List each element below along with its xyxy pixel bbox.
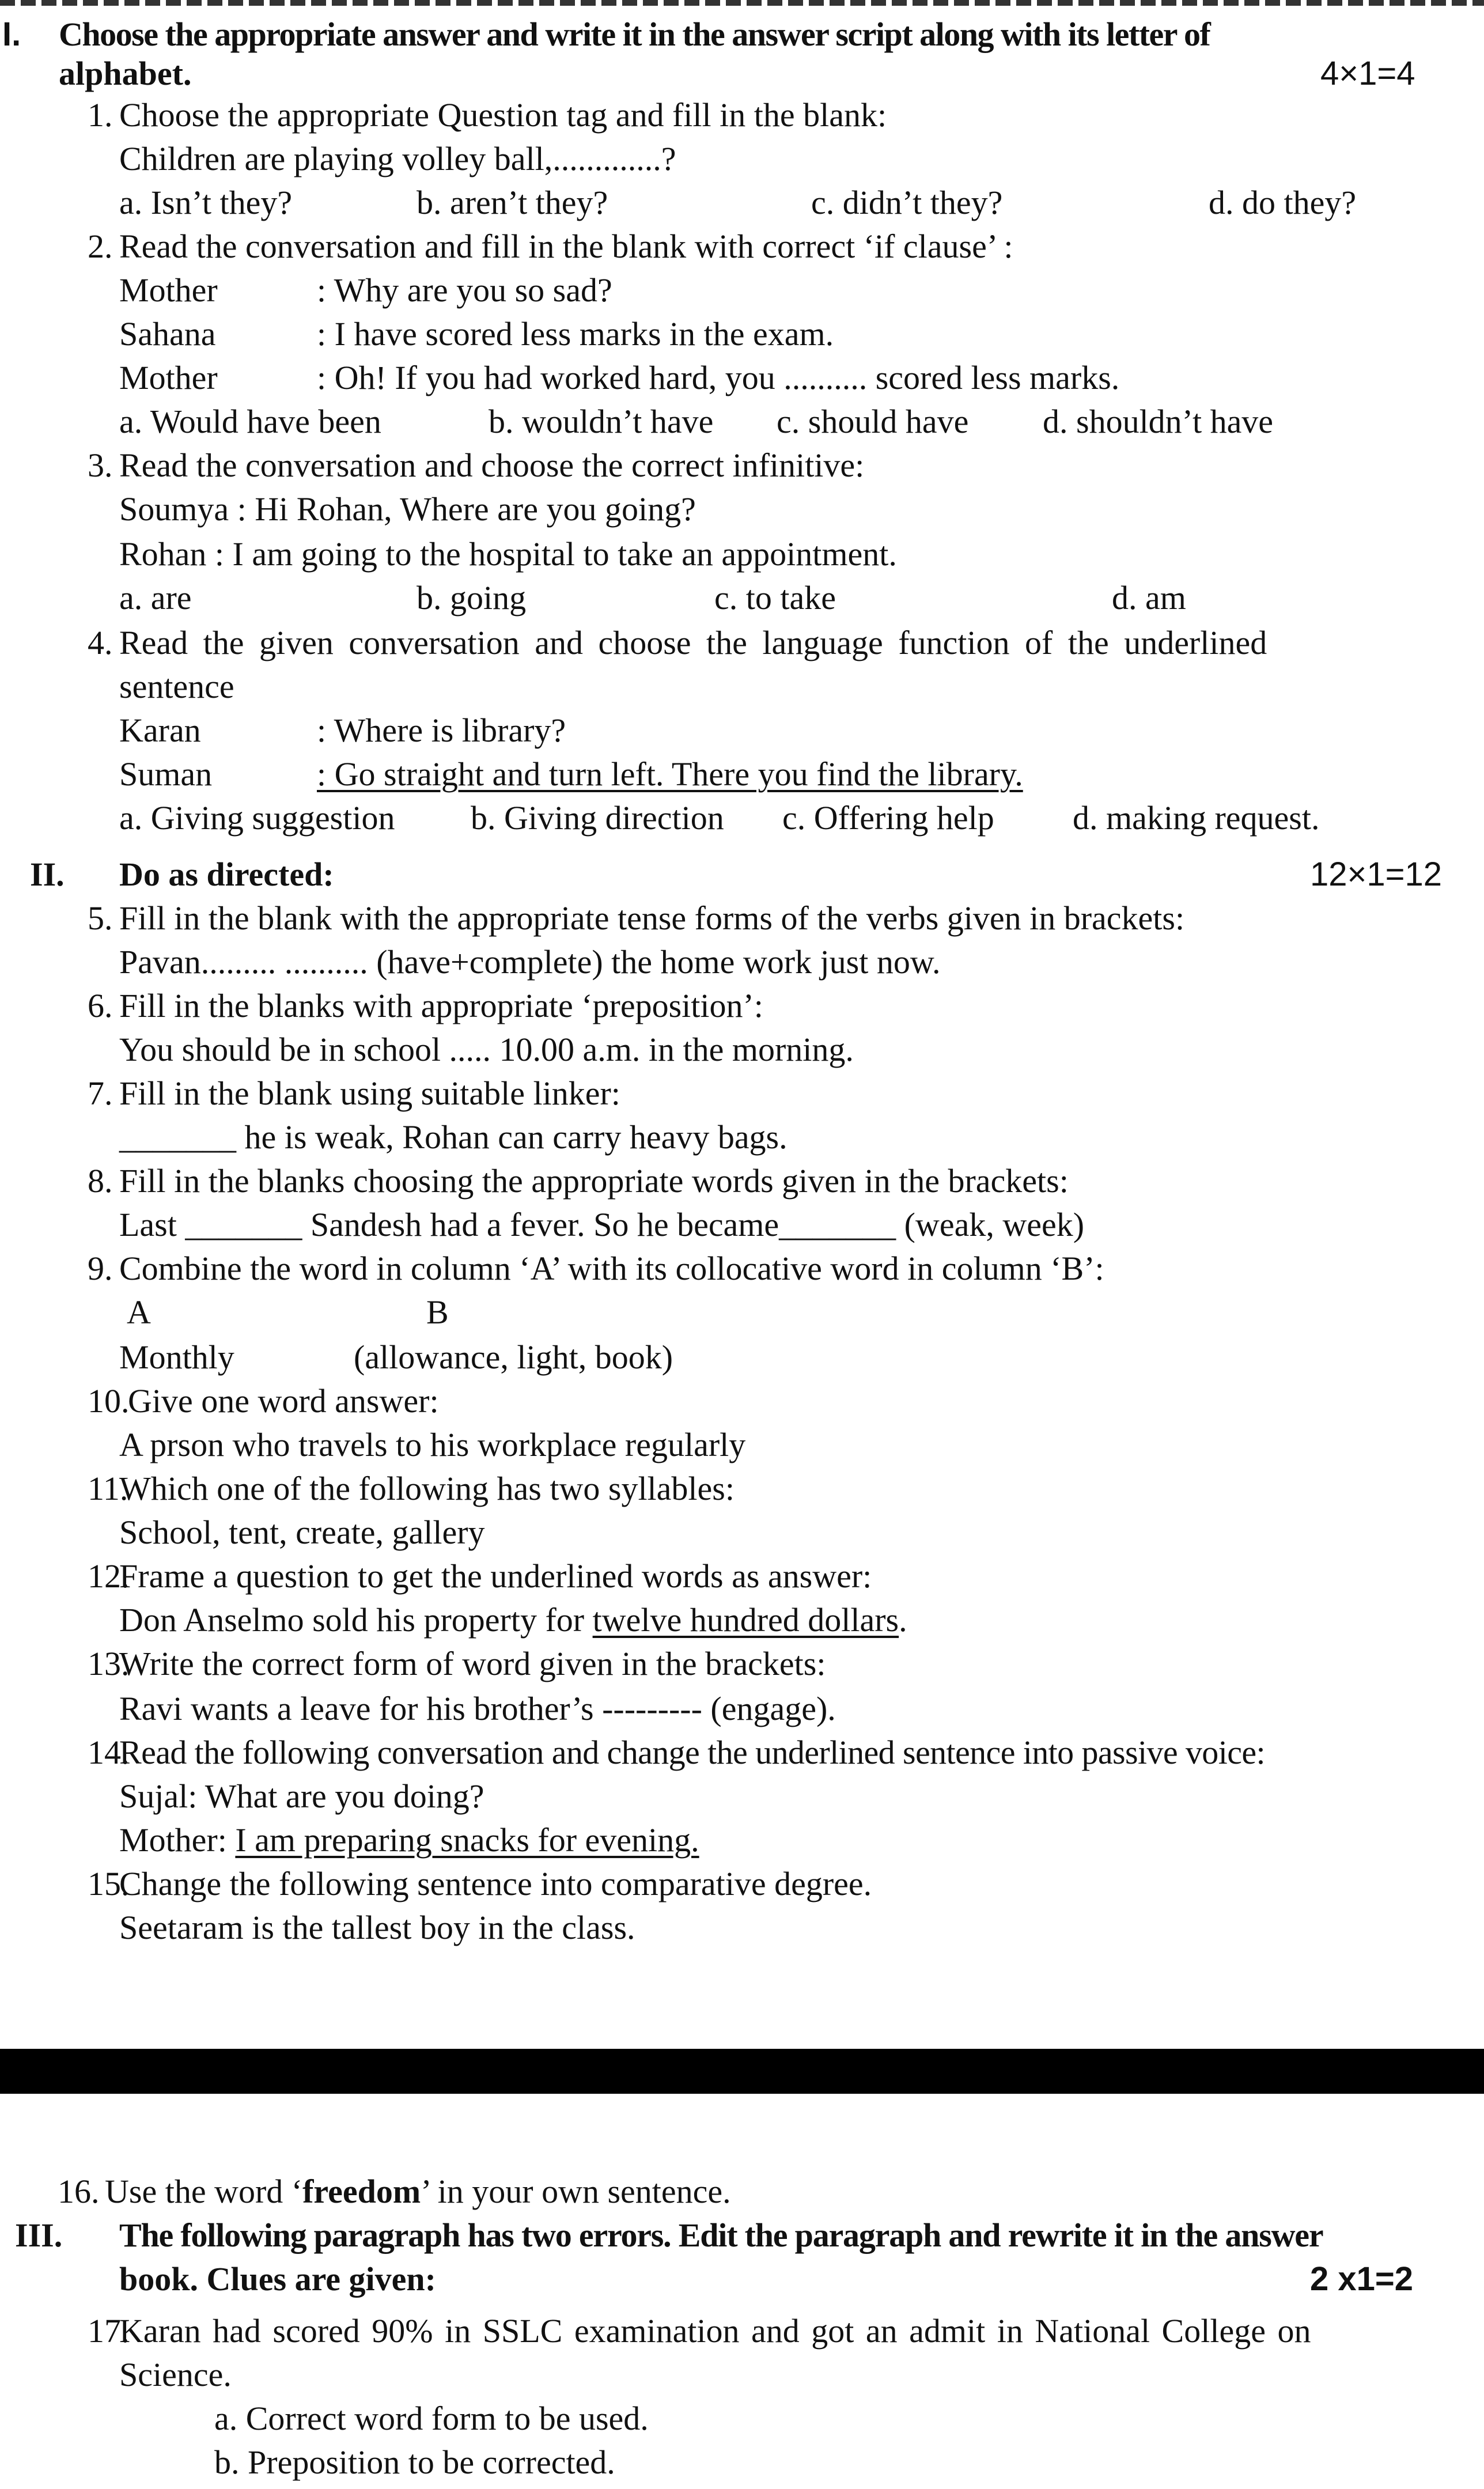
q2-option-d: d. shouldn’t have bbox=[1043, 403, 1274, 440]
q12-underlined-words: twelve hundred dollars bbox=[592, 1601, 899, 1639]
q14-line-1: Sujal: What are you doing? bbox=[119, 1777, 484, 1815]
q4-instruction-cont: sentence bbox=[119, 668, 234, 705]
q4-option-b: b. Giving direction bbox=[471, 799, 724, 837]
q1-number: 1. bbox=[88, 96, 113, 134]
page-break-bar bbox=[0, 2049, 1484, 2094]
q3-instruction: Read the conversation and choose the correct infinitive: bbox=[119, 447, 865, 484]
q17-clue-a: a. Correct word form to be used. bbox=[214, 2400, 649, 2437]
q17-paragraph: Karan had scored 90% in SSLC examination and got an admit in National College on bbox=[119, 2312, 1311, 2350]
q4-instruction: Read the given conversation and choose the language function of the underlined bbox=[119, 624, 1267, 661]
section-3-marks: 2 x1=2 bbox=[1310, 2260, 1414, 2298]
q2-speaker: Sahana bbox=[119, 315, 216, 353]
q2-line: : I have scored less marks in the exam. bbox=[317, 315, 834, 353]
q11-sentence: School, tent, create, gallery bbox=[119, 1514, 485, 1551]
q13-instruction: Write the correct form of word given in the brackets: bbox=[119, 1645, 826, 1682]
q16-text-start: Use the word ‘ bbox=[105, 2173, 303, 2210]
q2-speaker: Mother bbox=[119, 359, 218, 396]
q13-number: 13. bbox=[88, 1645, 130, 1682]
q3-option-c: c. to take bbox=[714, 579, 836, 616]
q9-column-b-header: B bbox=[426, 1293, 449, 1331]
q5-sentence: Pavan......... .......... (have+complete) the home work just now. bbox=[119, 943, 941, 981]
q4-line: : Where is library? bbox=[317, 712, 566, 749]
q10-sentence: A prson who travels to his workplace regularly bbox=[119, 1426, 746, 1463]
q12-instruction: Frame a question to get the underlined words as answer: bbox=[119, 1557, 872, 1595]
q9-column-a-word: Monthly bbox=[119, 1338, 234, 1376]
q16-bold-word: freedom bbox=[302, 2173, 421, 2210]
q4-option-c: c. Offering help bbox=[782, 799, 994, 837]
q1-option-c: c. didn’t they? bbox=[811, 184, 1003, 221]
q2-option-a: a. Would have been bbox=[119, 403, 381, 440]
q4-number: 4. bbox=[88, 624, 113, 661]
q3-option-d: d. am bbox=[1112, 579, 1186, 616]
q11-instruction: Which one of the following has two syllables: bbox=[119, 1470, 735, 1507]
section-1-heading: Choose the appropriate answer and write it in the answer script along with its letter of bbox=[59, 16, 1210, 53]
section-2-roman: II. bbox=[30, 856, 65, 893]
q7-instruction: Fill in the blank using suitable linker: bbox=[119, 1075, 620, 1112]
q15-instruction: Change the following sentence into comparative degree. bbox=[119, 1865, 872, 1902]
q16-instruction bbox=[105, 2170, 731, 2214]
q1-option-d: d. do they? bbox=[1209, 184, 1357, 221]
q14-line-2 bbox=[119, 1818, 699, 1862]
q3-line-2: Rohan : I am going to the hospital to take an appointment. bbox=[119, 535, 897, 573]
q4-speaker: Karan bbox=[119, 712, 201, 749]
section-3-heading-cont: book. Clues are given: bbox=[119, 2260, 436, 2298]
q2-line: : Why are you so sad? bbox=[317, 271, 612, 309]
q2-option-c: c. should have bbox=[777, 403, 969, 440]
q12-sentence bbox=[119, 1598, 907, 1642]
q14-number: 14. bbox=[88, 1734, 130, 1771]
q7-sentence: _______ he is weak, Rohan can carry heavy bags. bbox=[119, 1118, 788, 1156]
q4-option-a: a. Giving suggestion bbox=[119, 799, 395, 837]
section-3-roman: III. bbox=[15, 2216, 63, 2254]
q16-number: 16. bbox=[58, 2173, 100, 2210]
q4-underlined-sentence: : Go straight and turn left. There you find the library. bbox=[317, 755, 1023, 793]
q5-instruction: Fill in the blank with the appropriate tense forms of the verbs given in brackets: bbox=[119, 899, 1185, 937]
q6-sentence: You should be in school ..... 10.00 a.m. in the morning. bbox=[119, 1031, 854, 1068]
section-1-marks: 4×1=4 bbox=[1320, 55, 1415, 92]
q2-number: 2. bbox=[88, 228, 113, 265]
q15-sentence: Seetaram is the tallest boy in the class. bbox=[119, 1909, 635, 1946]
q6-number: 6. bbox=[88, 987, 113, 1024]
q17-clue-b: b. Preposition to be corrected. bbox=[214, 2443, 615, 2481]
q15-number: 15. bbox=[88, 1865, 130, 1902]
section-3-heading: The following paragraph has two errors. Edit the paragraph and rewrite it in the answer bbox=[119, 2216, 1323, 2254]
q8-instruction: Fill in the blanks choosing the appropriate words given in the brackets: bbox=[119, 1162, 1069, 1200]
q9-column-b-choices: (allowance, light, book) bbox=[354, 1338, 673, 1376]
section-1-roman: I. bbox=[2, 16, 21, 53]
q2-instruction: Read the conversation and fill in the blank with correct ‘if clause’ : bbox=[119, 228, 1013, 265]
q14-speaker: Mother: bbox=[119, 1821, 236, 1859]
q7-number: 7. bbox=[88, 1075, 113, 1112]
q17-paragraph-cont: Science. bbox=[119, 2356, 232, 2393]
q8-number: 8. bbox=[88, 1162, 113, 1200]
q9-column-a-header: A bbox=[127, 1293, 151, 1331]
q14-instruction: Read the following conversation and change the underlined sentence into passive voice: bbox=[119, 1734, 1266, 1771]
q9-instruction: Combine the word in column ‘A’ with its collocative word in column ‘B’: bbox=[119, 1250, 1104, 1287]
q2-speaker: Mother bbox=[119, 271, 218, 309]
q13-sentence: Ravi wants a leave for his brother’s --------- (engage). bbox=[119, 1690, 836, 1727]
q3-option-a: a. are bbox=[119, 579, 192, 616]
q5-number: 5. bbox=[88, 899, 113, 937]
q3-option-b: b. going bbox=[417, 579, 527, 616]
q1-option-a: a. Isn’t they? bbox=[119, 184, 293, 221]
q1-option-b: b. aren’t they? bbox=[417, 184, 608, 221]
q16-text-end: ’ in your own sentence. bbox=[421, 2173, 731, 2210]
top-dashed-border bbox=[0, 0, 1484, 6]
q3-line-1: Soumya : Hi Rohan, Where are you going? bbox=[119, 490, 696, 528]
q9-number: 9. bbox=[88, 1250, 113, 1287]
q12-number: 12. bbox=[88, 1557, 130, 1595]
q2-line: : Oh! If you had worked hard, you .......... scored less marks. bbox=[317, 359, 1120, 396]
section-2-marks: 12×1=12 bbox=[1310, 856, 1443, 893]
q12-sentence-end: . bbox=[899, 1601, 907, 1639]
q6-instruction: Fill in the blanks with appropriate ‘preposition’: bbox=[119, 987, 763, 1024]
q3-number: 3. bbox=[88, 447, 113, 484]
q1-sentence: Children are playing volley ball,.............? bbox=[119, 140, 676, 177]
q10-number: 10. bbox=[88, 1382, 130, 1420]
q8-sentence: Last _______ Sandesh had a fever. So he became_______ (weak, week) bbox=[119, 1206, 1085, 1243]
q2-option-b: b. wouldn’t have bbox=[489, 403, 714, 440]
q10-instruction: Give one word answer: bbox=[128, 1382, 439, 1420]
q11-number: 11. bbox=[88, 1470, 128, 1507]
q4-option-d: d. making request. bbox=[1073, 799, 1320, 837]
q4-speaker: Suman bbox=[119, 755, 213, 793]
q14-underlined-sentence: I am preparing snacks for evening. bbox=[235, 1821, 699, 1859]
section-1-heading-cont: alphabet. bbox=[59, 55, 192, 92]
section-2-heading: Do as directed: bbox=[119, 856, 334, 893]
q12-sentence-start: Don Anselmo sold his property for bbox=[119, 1601, 593, 1639]
q17-number: 17. bbox=[88, 2312, 130, 2350]
q1-instruction: Choose the appropriate Question tag and fill in the blank: bbox=[119, 96, 887, 134]
